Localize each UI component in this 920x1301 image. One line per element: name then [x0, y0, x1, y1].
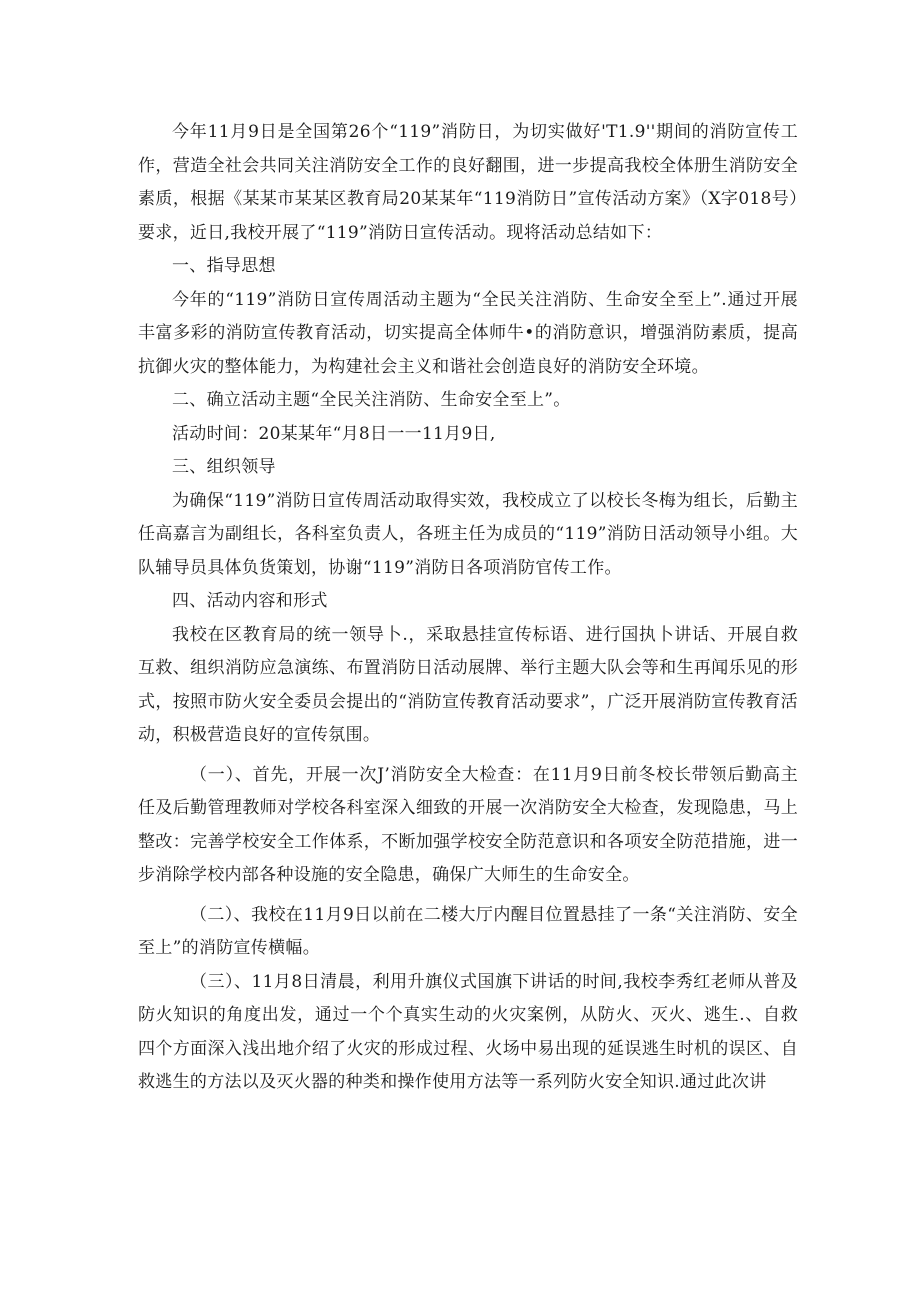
subitem-2: （二）、我校在11月9日以前在二楼大厅内醒目位置悬挂了一条“关注消防、安全至上”的消防宣传横幅。	[138, 904, 798, 958]
activity-time-line: 活动时间：20某某年“月8日一一11月9日,	[172, 423, 496, 444]
subitem-1: （一）、首先，开展一次J’消防安全大检查：在11月9日前冬校长带领后勤高主任及后勤管理教师对学校各科室深入细致的开展一次消防安全大检查，发现隐患，马上整改：完善学校安全工作体系，不断加强学校安全防范意识和各项安全防范措施，进一步消除学校内部各种设施的安全隐患，确保广大师生的生命安全。	[138, 764, 798, 885]
intro-paragraph: 今年11月9日是全国第26个“119”消防日，为切实做好'T1.9''期间的消防宣传工作，营造全社会共同关注消防安全工作的良好翻围，进一步提高我校全体册生消防安全素质，根据《某某市某某区教育局20某某年“119消防日”宣传活动方案》（X字018号）要求，近日,我校开展了“119”消防日宣传活动。现将活动总结如下：	[138, 122, 798, 243]
section-heading-guiding-ideology: 一、指导思想	[172, 256, 276, 276]
paragraph-guiding-ideology: 今年的“119”消防日宣传周活动主题为“全民关注消防、生命安全至上”.通过开展丰富多彩的消防宣传教育活动，切实提高全体师牛•的消防意识，增强消防素质，提高抗御火灾的整体能力，为构建社会主义和谐社会创造良好的消防安全环境。	[138, 289, 798, 377]
section-heading-content-form: 四、活动内容和形式	[172, 591, 328, 611]
subitem-3: （三）、11月8日清晨，利用升旗仪式国旗下讲话的时间,我校李秀红老师从普及防火知识的角度出发，通过一个个真实生动的火灾案例，从防火、灭火、逃生.、自救四个方面深入浅出地介绍了火灾的形成过程、火场中易出现的延误逃生时机的误区、自救逃生的方法以及灭火器的种类和操作使用方法等一系列防火安全知识.通过此次讲	[138, 971, 798, 1092]
document-body	[138, 116, 798, 1100]
section-heading-organization: 三、组织领导	[172, 457, 276, 477]
paragraph-organization: 为确保“119”消防日宣传周活动取得实效，我校成立了以校长冬梅为组长，后勤主任高嘉言为副组长，各科室负责人，各班主任为成员的“119”消防日活动领导小组。大队辅导员具体负货策划，协谢“119”消防日各项消防官传工作。	[138, 490, 798, 578]
paragraph-content-form: 我校在区教育局的统一领导卜.，采取悬挂宣传标语、进行国执卜讲话、开展自救互救、组织消防应急演练、布置消防日活动展牌、举行主题大队会等和生再闻乐见的形式，按照市防火安全委员会提出的“消防宣传教育活动要求”，广泛开展消防宣传教育活动，积极营造良好的宣传氛围。	[138, 624, 798, 745]
section-heading-activity-theme: 二、确立活动主题“全民关注消防、生命安全至上”。	[172, 390, 571, 410]
